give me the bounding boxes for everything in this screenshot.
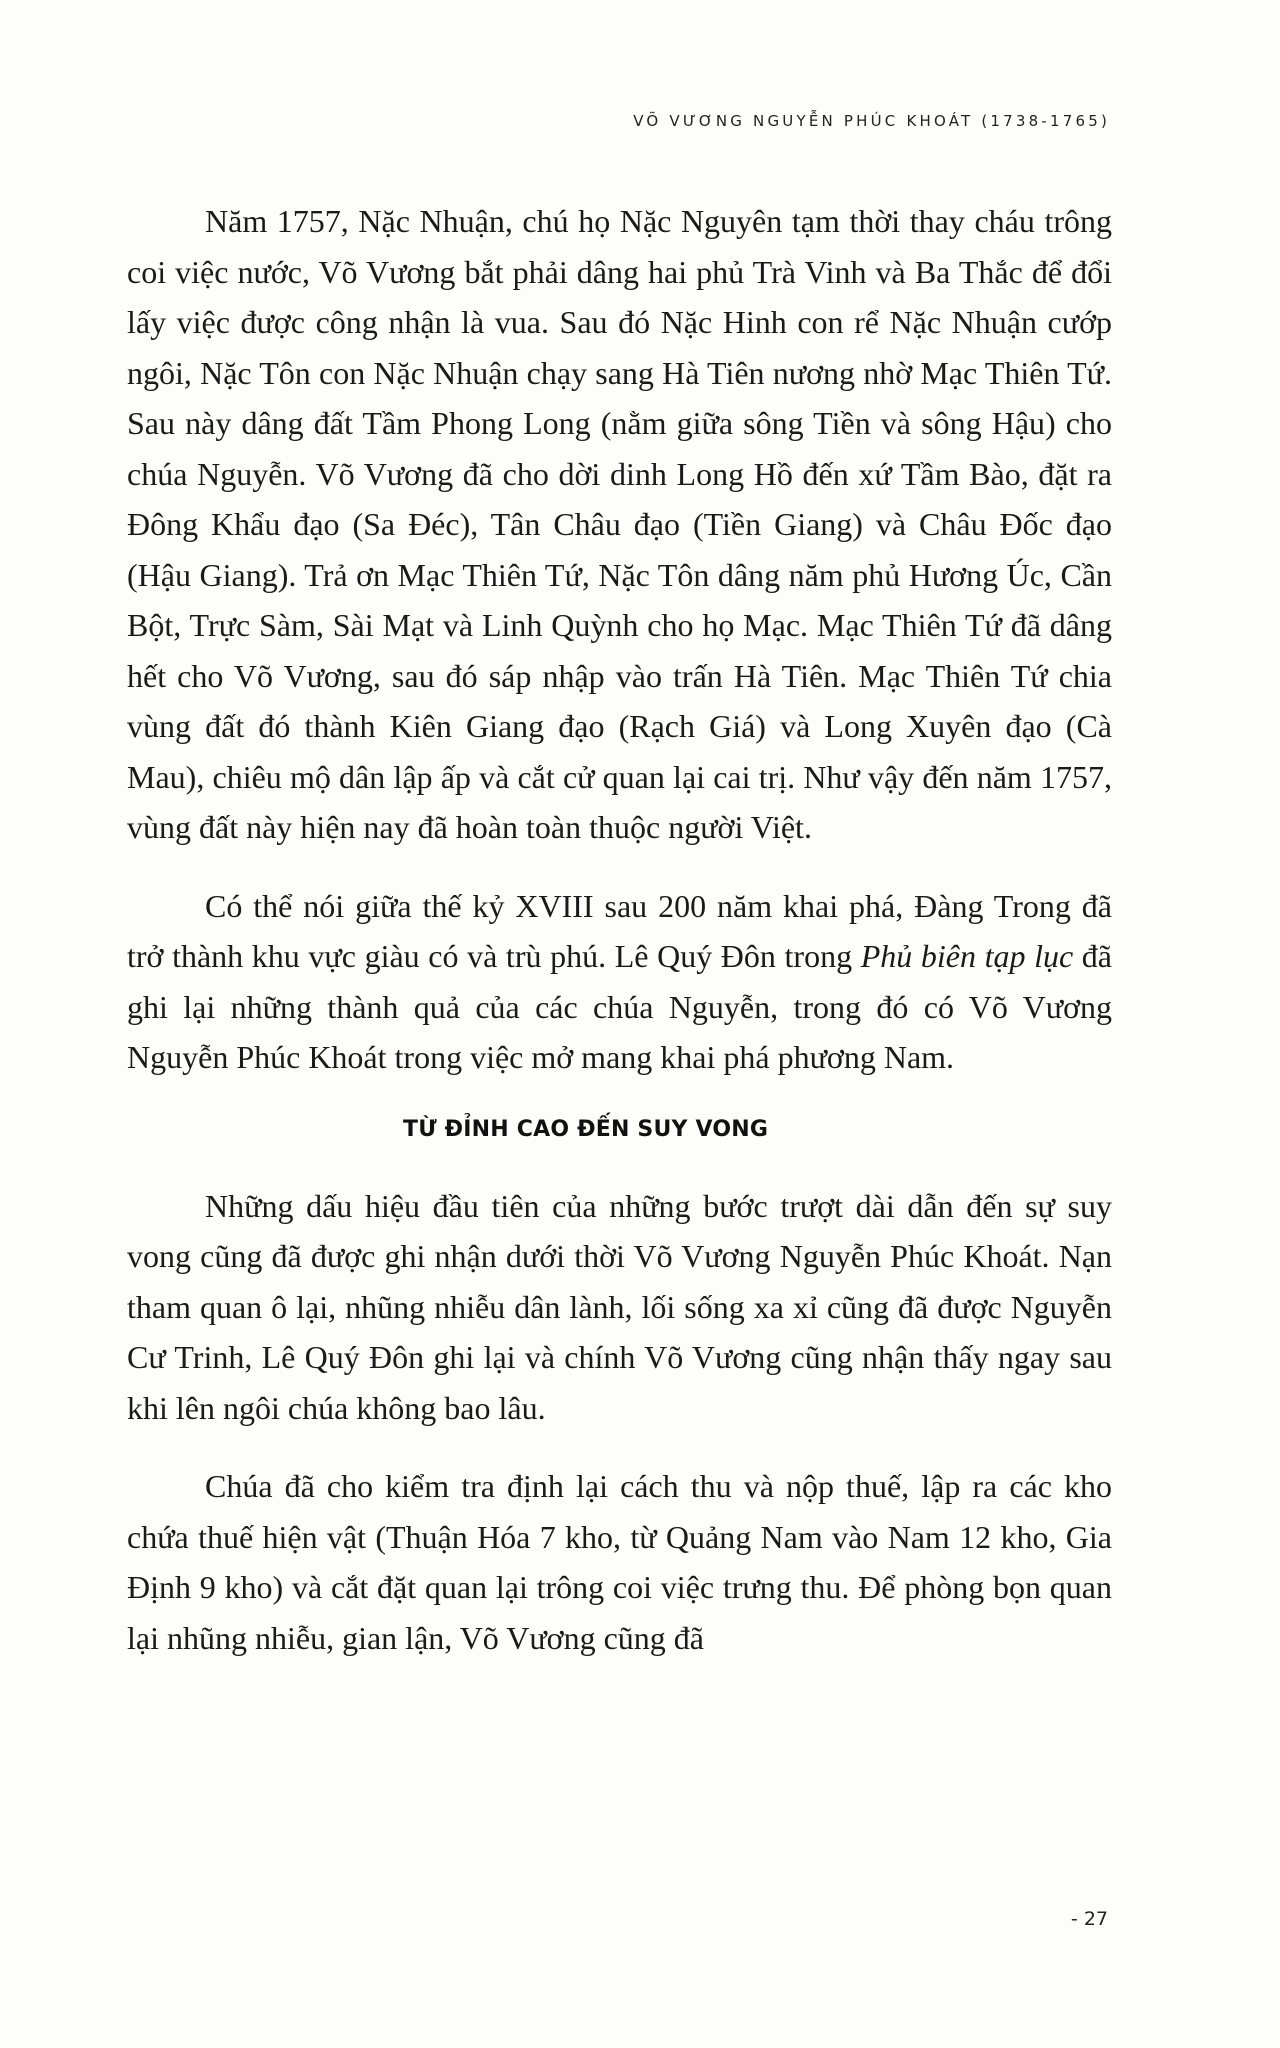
body-text <box>127 196 1112 1663</box>
paragraph-2-text-b: đã ghi lại những thành quả của các chúa Nguyễn, trong đó có Võ Vương Nguyễn Phúc Khoát trong việc mở mang khai phá phương Nam. <box>127 938 1113 1075</box>
paragraph-4: Chúa đã cho kiểm tra định lại cách thu và nộp thuế, lập ra các kho chứa thuế hiện vật (Thuận Hóa 7 kho, từ Quảng Nam vào Nam 12 kho, Gia Định 9 kho) và cắt đặt quan lại trông coi việc trưng thu. Để phòng bọn quan lại nhũng nhiễu, gian lận, Võ Vương cũng đã <box>127 1468 1112 1656</box>
paragraph-1: Năm 1757, Nặc Nhuận, chú họ Nặc Nguyên tạm thời thay cháu trông coi việc nước, Võ Vương bắt phải dâng hai phủ Trà Vinh và Ba Thắc để đổi lấy việc được công nhận là vua. Sau đó Nặc Hinh con rể Nặc Nhuận cướp ngôi, Nặc Tôn con Nặc Nhuận chạy sang Hà Tiên nương nhờ Mạc Thiên Tứ. Sau này dâng đất Tầm Phong Long (nằm giữa sông Tiền và sông Hậu) cho chúa Nguyễn. Võ Vương đã cho dời dinh Long Hồ đến xứ Tầm Bào, đặt ra Đông Khẩu đạo (Sa Đéc), Tân Châu đạo (Tiền Giang) và Châu Đốc đạo (Hậu Giang). Trả ơn Mạc Thiên Tứ, Nặc Tôn dâng năm phủ Hương Úc, Cần Bột, Trực Sàm, Sài Mạt và Linh Quỳnh cho họ Mạc. Mạc Thiên Tứ đã dâng hết cho Võ Vương, sau đó sáp nhập vào trấn Hà Tiên. Mạc Thiên Tứ chia vùng đất đó thành Kiên Giang đạo (Rạch Giá) và Long Xuyên đạo (Cà Mau), chiêu mộ dân lập ấp và cắt cử quan lại cai trị. Như vậy đến năm 1757, vùng đất này hiện nay đã hoàn toàn thuộc người Việt. <box>127 203 1112 845</box>
book-title-italic: Phủ biên tạp lục <box>860 938 1074 974</box>
paragraph-2-text-a: Có thể nói giữa thế kỷ XVIII sau 200 năm khai phá, Đàng Trong đã trở thành khu vực giàu có và trù phú. Lê Quý Đôn trong <box>127 887 1112 974</box>
running-head: VÕ VƯƠNG NGUYỄN PHÚC KHOÁT (1738-1765) <box>633 112 1110 130</box>
page-number: - 27 <box>1070 1908 1108 1930</box>
paragraph-2 <box>127 881 1112 1083</box>
paragraph-3: Những dấu hiệu đầu tiên của những bước trượt dài dẫn đến sự suy vong cũng đã được ghi nhận dưới thời Võ Vương Nguyễn Phúc Khoát. Nạn tham quan ô lại, nhũng nhiễu dân lành, lối sống xa xỉ cũng đã được Nguyễn Cư Trinh, Lê Quý Đôn ghi lại và chính Võ Vương cũng nhận thấy ngay sau khi lên ngôi chúa không bao lâu. <box>127 1187 1112 1426</box>
section-heading: TỪ ĐỈNH CAO ĐẾN SUY VONG <box>403 1116 769 1142</box>
